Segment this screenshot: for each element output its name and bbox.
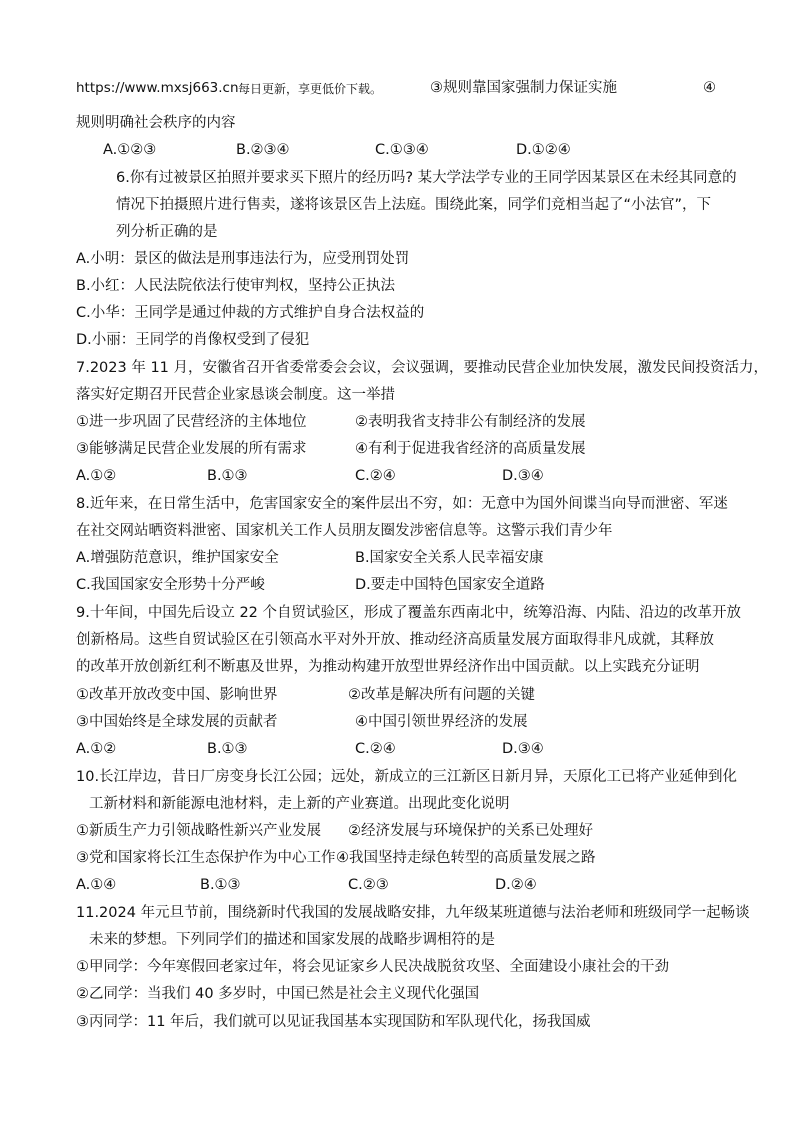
- q5-item-4-mark: ④: [703, 80, 716, 96]
- q11-item-1: ①甲同学：今年寒假回老家过年，将会见证家乡人民决战脱贫攻坚、全面建设小康社会的干劲: [76, 959, 669, 975]
- q11-stem-line-2: 未来的梦想。下列同学们的描述和国家发展的战略步调相符的是: [89, 932, 495, 948]
- q7-option-b[interactable]: B.①③: [207, 468, 248, 484]
- q9-stem-line-3: 的改革开放创新红利不断惠及世界，为推动构建开放型世界经济作出中国贡献。以上实践充分证明: [76, 659, 700, 675]
- q10-item-3: ③党和国家将长江生态保护作为中心工作: [76, 850, 336, 866]
- header-note: 每日更新，享更低价下载。: [238, 82, 383, 96]
- q11-item-2: ②乙同学：当我们 40 多岁时，中国已然是社会主义现代化强国: [76, 986, 480, 1002]
- q8-option-d[interactable]: D.要走中国特色国家安全道路: [355, 577, 545, 593]
- q7-item-1: ①进一步巩固了民营经济的主体地位: [76, 414, 307, 430]
- q8-option-a[interactable]: A.增强防范意识，维护国家安全: [76, 550, 279, 566]
- q5-item-3: ③规则靠国家强制力保证实施: [430, 80, 617, 96]
- q6-option-b[interactable]: B.小红：人民法院依法行使审判权，坚持公正执法: [76, 278, 396, 294]
- q10-option-b[interactable]: B.①③: [200, 877, 241, 893]
- q7-option-a[interactable]: A.①②: [76, 468, 117, 484]
- q8-stem-line-1: 8.近年来，在日常生活中，危害国家安全的案件层出不穷，如：无意中为国外间谍当向导而泄密、军迷: [76, 496, 728, 512]
- q9-stem-line-1: 9.十年间，中国先后设立 22 个自贸试验区，形成了覆盖东西南北中，统筹沿海、内陆、沿边的改革开放: [76, 605, 741, 621]
- site-url-link[interactable]: https://www.mxsj663.cn: [76, 80, 239, 96]
- q6-stem-line-2: 情况下拍摄照片进行售卖，遂将该景区告上法庭。围绕此案，同学们竞相当起了“小法官”，下: [116, 197, 712, 213]
- q8-stem-line-2: 在社交网站晒资料泄密、国家机关工作人员朋友圈发涉密信息等。这警示我们青少年: [76, 523, 613, 539]
- q10-option-c[interactable]: C.②③: [348, 877, 389, 893]
- q10-stem-line-1: 10.长江岸边，昔日厂房变身长江公园；远处，新成立的三江新区日新月异，天原化工已将产业延伸到化: [76, 769, 738, 785]
- q10-item-4: ④我国坚持走绿色转型的高质量发展之路: [336, 850, 596, 866]
- q7-option-d[interactable]: D.③④: [502, 468, 544, 484]
- q10-option-a[interactable]: A.①④: [76, 877, 117, 893]
- q7-stem-line-1: 7.2023 年 11 月，安徽省召开省委常委会会议，会议强调，要推动民营企业加快发展，激发民间投资活力，: [76, 360, 769, 376]
- q6-option-d[interactable]: D.小丽：王同学的肖像权受到了侵犯: [76, 332, 310, 348]
- q6-stem-line-3: 列分析正确的是: [116, 224, 218, 240]
- q10-item-2: ②经济发展与环境保护的关系已处理好: [348, 823, 593, 839]
- q7-stem-line-2: 落实好定期召开民营企业家恳谈会制度。这一举措: [76, 387, 395, 403]
- q11-item-3: ③丙同学：11 年后，我们就可以见证我国基本实现国防和军队现代化，扬我国威: [76, 1014, 591, 1030]
- q5-option-c[interactable]: C.①③④: [375, 142, 429, 158]
- q10-stem-line-2: 工新材料和新能源电池材料，走上新的产业赛道。出现此变化说明: [89, 796, 510, 812]
- q9-option-b[interactable]: B.①③: [207, 741, 248, 757]
- q8-option-b[interactable]: B.国家安全关系人民幸福安康: [355, 550, 544, 566]
- q10-item-1: ①新质生产力引领战略性新兴产业发展: [76, 823, 321, 839]
- q7-item-2: ②表明我省支持非公有制经济的发展: [355, 414, 586, 430]
- q5-option-a[interactable]: A.①②③: [103, 142, 157, 158]
- q7-item-4: ④有利于促进我省经济的高质量发展: [355, 441, 586, 457]
- q8-option-c[interactable]: C.我国国家安全形势十分严峻: [76, 577, 265, 593]
- q9-option-a[interactable]: A.①②: [76, 741, 117, 757]
- q9-item-2: ②改革是解决所有问题的关键: [348, 687, 535, 703]
- q5-option-d[interactable]: D.①②④: [516, 142, 571, 158]
- q7-option-c[interactable]: C.②④: [355, 468, 396, 484]
- q6-option-c[interactable]: C.小华：王同学是通过仲裁的方式维护自身合法权益的: [76, 305, 425, 321]
- q11-stem-line-1: 11.2024 年元旦节前，围绕新时代我国的发展战略安排，九年级某班道德与法治老师和班级同学一起畅谈: [76, 905, 750, 921]
- q9-item-4: ④中国引领世界经济的发展: [355, 714, 528, 730]
- q7-item-3: ③能够满足民营企业发展的所有需求: [76, 441, 307, 457]
- q6-stem-line-1: 6.你有过被景区拍照并要求买下照片的经历吗? 某大学法学专业的王同学因某景区在未经其同意的: [116, 170, 737, 186]
- q9-item-3: ③中国始终是全球发展的贡献者: [76, 714, 278, 730]
- q9-option-c[interactable]: C.②④: [355, 741, 396, 757]
- q5-option-b[interactable]: B.②③④: [236, 142, 290, 158]
- q5-item-4-text: 规则明确社会秩序的内容: [76, 115, 236, 131]
- q9-option-d[interactable]: D.③④: [502, 741, 544, 757]
- q9-stem-line-2: 创新格局。这些自贸试验区在引领高水平对外开放、推动经济高质量发展方面取得非凡成就，其释放: [76, 632, 714, 648]
- q9-item-1: ①改革开放改变中国、影响世界: [76, 687, 278, 703]
- q10-option-d[interactable]: D.②④: [495, 877, 537, 893]
- q6-option-a[interactable]: A.小明：景区的做法是刑事违法行为，应受刑罚处罚: [76, 251, 410, 267]
